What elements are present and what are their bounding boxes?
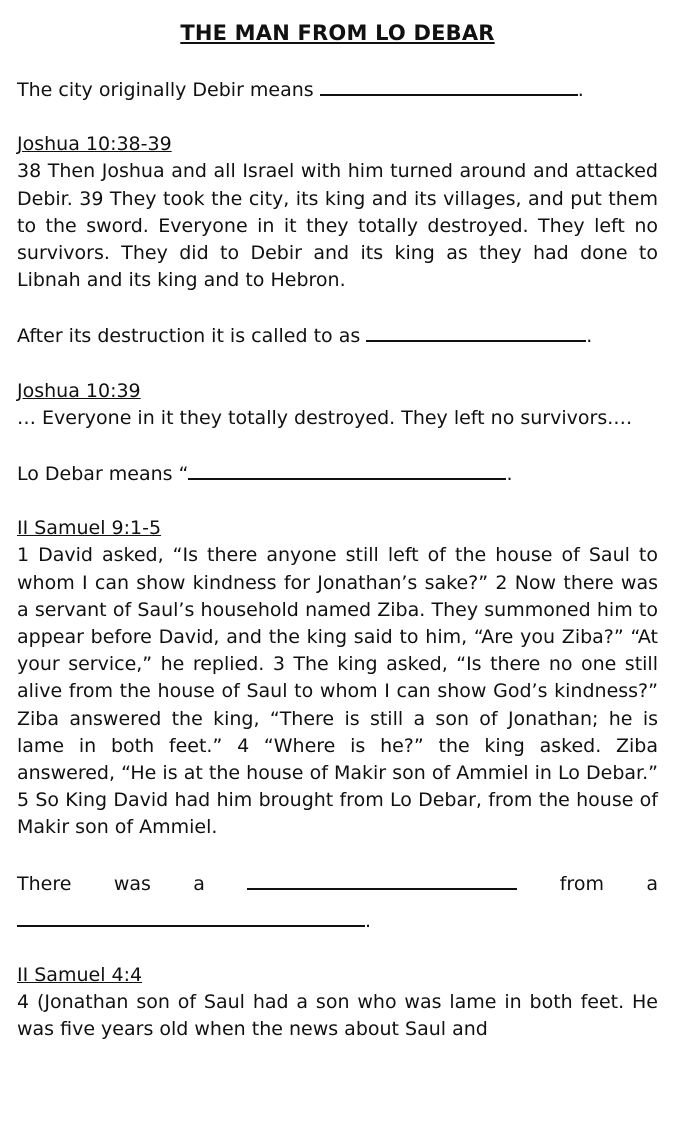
answer-blank[interactable] xyxy=(320,75,578,96)
answer-blank[interactable] xyxy=(247,869,517,890)
scripture-text: … Everyone in it they totally destroyed. They left no survivors.… xyxy=(17,406,633,429)
question-word: a xyxy=(646,872,658,895)
question-word: a xyxy=(193,872,205,895)
page-title: THE MAN FROM LO DEBAR xyxy=(180,21,495,45)
scripture-reference: II Samuel 9:1-5 xyxy=(17,517,162,540)
scripture-text: 38 Then Joshua and all Israel with him turned around and attacked Debir. 39 They took the city, its king and its villages, and put them to the sword. Everyone in it they totally destroyed. They left no survivors. They did to Debir and its king as they had done to Libnah and its king and to Hebron. xyxy=(17,160,658,292)
question-text: The city originally Debir means xyxy=(17,79,320,101)
scripture-text: 1 David asked, “Is there anyone still left of the house of Saul to whom I can show kindness for Jonathan’s sake?” 2 Now there was a servant of Saul’s household named Ziba. They summoned him to appear before David, and the king said to him, “Are you Ziba?” “At your service,” he replied. 3 The king asked, “Is there no one still alive from the house of Saul to whom I can show God’s kindness?” Ziba answered the king, “There is still a son of Jonathan; he is lame in both feet.” 4 “Where is he?” the king asked. Ziba answered, “He is at the house of Makir son of Ammiel in Lo Debar.” 5 So King David had him brought from Lo Debar, from the house of Makir son of Ammiel. xyxy=(17,544,658,839)
question-called-after-destruction xyxy=(17,321,658,350)
question-end: . xyxy=(506,463,513,486)
passage-ii-samuel-9-1-5 xyxy=(17,515,658,841)
question-word: There xyxy=(17,872,72,895)
passage-ii-samuel-4-4 xyxy=(17,962,658,1044)
question-lo-debar-meaning xyxy=(17,459,658,488)
answer-blank[interactable] xyxy=(17,906,365,927)
passage-joshua-10-38-39 xyxy=(17,131,658,294)
answer-blank[interactable] xyxy=(366,321,586,342)
question-word: from xyxy=(559,872,604,895)
question-there-was-a xyxy=(17,869,658,898)
question-end: . xyxy=(586,325,593,348)
question-continuation xyxy=(17,906,658,935)
question-debir-meaning xyxy=(17,75,658,104)
passage-joshua-10-39 xyxy=(17,378,658,432)
question-text: Lo Debar means “ xyxy=(17,463,189,486)
answer-blank[interactable] xyxy=(188,459,506,480)
scripture-reference: Joshua 10:38-39 xyxy=(17,133,172,156)
question-text: After its destruction it is called to as xyxy=(17,325,367,348)
scripture-reference: Joshua 10:39 xyxy=(17,379,141,402)
worksheet-page xyxy=(17,18,658,1044)
question-end: . xyxy=(365,909,372,932)
question-end: . xyxy=(577,79,584,101)
scripture-text: 4 (Jonathan son of Saul had a son who was lame in both feet. He was five years old when the news about Saul and xyxy=(17,991,658,1041)
question-word: was xyxy=(113,872,151,895)
scripture-reference: II Samuel 4:4 xyxy=(17,964,143,987)
